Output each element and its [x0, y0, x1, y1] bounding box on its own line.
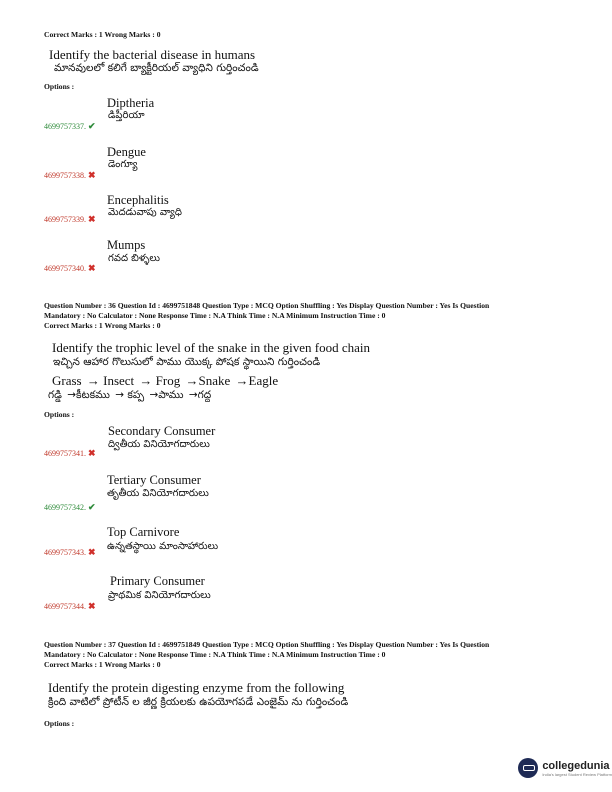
option-row — [44, 601, 96, 612]
question-meta: Mandatory : No Calculator : None Response Time : N.A Think Time : N.A Minimum Instruction Time : 0 — [44, 650, 386, 659]
marks-line: Correct Marks : 1 Wrong Marks : 0 — [44, 30, 161, 39]
collegedunia-logo — [518, 758, 612, 778]
option-text-en: Dengue — [107, 145, 146, 159]
check-icon: ✔ — [88, 502, 96, 512]
option-id: 4699757343. — [44, 548, 86, 557]
food-chain-te — [48, 389, 213, 402]
marks-line: Correct Marks : 1 Wrong Marks : 0 — [44, 321, 161, 330]
option-row — [44, 214, 96, 225]
question-text-te: క్రింది వాటిలో ప్రోటీన్ ల జీర్ణ క్రియలకు ఉపయోగపడే ఎంజైమ్ ను గుర్తించండి — [48, 696, 349, 708]
logo-name: collegedunia — [542, 759, 610, 772]
chain-item: Grass — [52, 373, 82, 388]
question-text-te: ఇచ్చిన ఆహార గొలుసులో పాము యొక్క పోషక స్థాయిని గుర్తించండి — [53, 356, 321, 368]
option-row — [44, 547, 96, 558]
cross-icon: ✖ — [88, 214, 96, 224]
chain-item: →Snake — [185, 373, 231, 388]
option-text-en: Top Carnivore — [107, 525, 180, 539]
option-text-te: మెదడువాపు వ్యాధి — [108, 207, 182, 218]
cross-icon: ✖ — [88, 601, 96, 611]
option-text-te: తృతీయ వినియోగదారులు — [107, 488, 209, 499]
option-text-te: ద్వితీయ వినియోగదారులు — [108, 439, 210, 450]
option-id: 4699757342. — [44, 503, 86, 512]
question-text-te: మానవులలో కలిగే బ్యాక్టీరియల్ వ్యాధిని గుర్తించండి — [54, 62, 259, 74]
question-meta: Question Number : 37 Question Id : 4699751849 Question Type : MCQ Option Shuffling : Yes Display Question Number : Yes Is Question — [44, 640, 490, 649]
option-text-te: ఉన్నతస్థాయి మాంసాహారులు — [107, 541, 219, 552]
option-text-te: డెంగ్యూ — [108, 159, 138, 170]
question-text-en: Identify the protein digesting enzyme from the following — [48, 680, 345, 695]
option-text-en: Encephalitis — [107, 193, 169, 207]
chain-item: →గద్ద — [188, 389, 212, 401]
chain-item: →పాము — [149, 389, 184, 401]
option-id: 4699757337. — [44, 122, 86, 131]
chain-item: గడ్డి — [48, 389, 62, 401]
option-id: 4699757339. — [44, 215, 86, 224]
option-text-en: Tertiary Consumer — [107, 473, 201, 487]
option-id: 4699757338. — [44, 171, 86, 180]
cross-icon: ✖ — [88, 170, 96, 180]
option-id: 4699757341. — [44, 449, 86, 458]
options-label: Options : — [44, 82, 75, 91]
option-text-en: Diptheria — [107, 96, 155, 110]
chain-item: → Insect — [86, 373, 135, 388]
cross-icon: ✖ — [88, 263, 96, 273]
option-row — [44, 263, 96, 274]
chain-item: →Eagle — [235, 373, 279, 388]
options-label: Options : — [44, 410, 75, 419]
option-text-en: Primary Consumer — [110, 574, 205, 588]
option-row — [44, 502, 96, 513]
option-row — [44, 170, 96, 181]
option-text-en: Mumps — [107, 238, 146, 252]
chain-item: → Frog — [139, 373, 181, 388]
question-meta: Mandatory : No Calculator : None Response Time : N.A Think Time : N.A Minimum Instruction Time : 0 — [44, 311, 386, 320]
option-row — [44, 448, 96, 459]
option-text-te: ప్రాథమిక వినియోగదారులు — [108, 590, 211, 601]
cross-icon: ✖ — [88, 448, 96, 458]
option-text-te: గవద బిళ్ళలు — [108, 253, 160, 264]
logo-face-icon — [518, 758, 538, 778]
question-text-en: Identify the trophic level of the snake in the given food chain — [52, 340, 371, 355]
option-id: 4699757344. — [44, 602, 86, 611]
cross-icon: ✖ — [88, 547, 96, 557]
question-meta: Question Number : 36 Question Id : 4699751848 Question Type : MCQ Option Shuffling : Yes Display Question Number : Yes Is Question — [44, 301, 490, 310]
options-label: Options : — [44, 719, 75, 728]
food-chain-en — [52, 373, 280, 388]
option-text-en: Secondary Consumer — [108, 424, 216, 438]
option-row — [44, 121, 96, 132]
check-icon: ✔ — [88, 121, 96, 131]
chain-item: →కీటకము — [67, 389, 110, 401]
option-text-te: డిప్తీరియా — [108, 110, 145, 121]
question-text-en: Identify the bacterial disease in humans — [49, 47, 256, 62]
chain-item: → కప్ప — [115, 389, 145, 401]
logo-tagline: India's largest Student Review Platform — [542, 771, 612, 777]
option-id: 4699757340. — [44, 264, 86, 273]
marks-line: Correct Marks : 1 Wrong Marks : 0 — [44, 660, 161, 669]
